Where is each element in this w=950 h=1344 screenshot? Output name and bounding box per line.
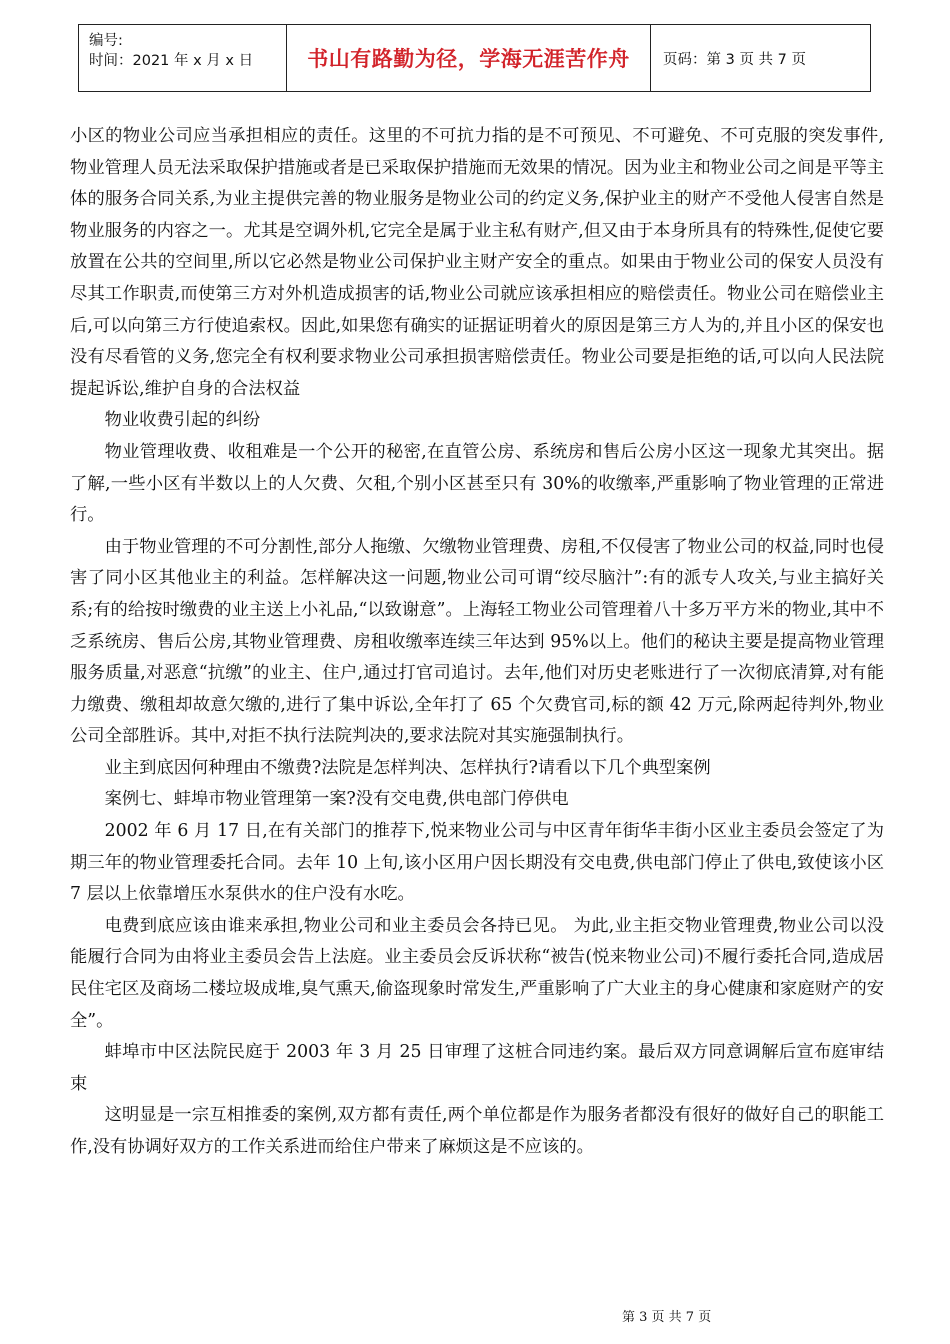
header-motto: 书山有路勤为径，学海无涯苦作舟 [287,25,651,91]
header-info-cell [79,25,287,91]
paragraph: 业主到底因何种理由不缴费?法院是怎样判决、怎样执行?请看以下几个典型案例 [104,757,711,778]
case-heading: 案例七、蚌埠市物业管理第一案?没有交电费,供电部门停供电 [104,789,569,810]
paragraph: 物业管理收费、收租难是一个公开的秘密,在直管公房、系统房和售后公房小区这一现象尤其突出。据了解,一些小区有半数以上的人欠费、欠租,个别小区甚至只有 30%的收缴率,严重影响了物业管理的正常进行。 [70,441,884,526]
paragraph: 由于物业管理的不可分割性,部分人拖缴、欠缴物业管理费、房租,不仅侵害了物业公司的权益,同时也侵害了同小区其他业主的利益。怎样解决这一问题,物业公司可谓“绞尽脑汁”:有的派专人攻关,与业主搞好关系;有的给按时缴费的业主送上小礼品,“以致谢意”。上海轻工物业公司管理着八十多万平方米的物业,其中不乏系统房、售后公房,其物业管理费、房租收缴率连续三年达到 95%以上。他们的秘诀主要是提高物业管理服务质量,对恶意“抗缴”的业主、住户,通过打官司追讨。去年,他们对历史老账进行了一次彻底清算,对有能力缴费、缴租却故意欠缴的,进行了集中诉讼,全年打了 65 个欠费官司,标的额 42 万元,除两起待判外,物业公司全部胜诉。其中,对拒不执行法院判决的,要求法院对其实施强制执行。 [70,536,884,747]
document-number-label: 编号: [89,33,123,49]
page-header-table [78,24,871,92]
document-body [70,121,884,1164]
header-page-code: 页码：第 3 页 共 7 页 [663,51,806,68]
paragraph: 蚌埠市中区法院民庭于 2003 年 3 月 25 日审理了这桩合同违约案。最后双方同意调解后宣布庭审结束 [70,1042,884,1094]
document-date: 时间：2021 年 x 月 x 日 [89,53,254,69]
paragraph: 电费到底应该由谁来承担,物业公司和业主委员会各持已见。 为此,业主拒交物业管理费,物业公司以没能履行合同为由将业主委员会告上法庭。业主委员会反诉状称“被告(悦来物业公司)不履行委托合同,造成居民住宅区及商场二楼垃圾成堆,臭气熏天,偷盗现象时常发生,严重影响了广大业主的身心健康和家庭财产的安全”。 [70,915,884,1031]
paragraph: 这明显是一宗互相推委的案例,双方都有责任,两个单位都是作为服务者都没有很好的做好自己的职能工作,没有协调好双方的工作关系进而给住户带来了麻烦这是不应该的。 [70,1105,884,1157]
page-footer: 第 3 页 共 7 页 [622,1310,712,1325]
section-heading: 物业收费引起的纠纷 [104,410,261,431]
paragraph: 小区的物业公司应当承担相应的责任。这里的不可抗力指的是不可预见、不可避免、不可克服的突发事件,物业管理人员无法采取保护措施或者是已采取保护措施而无效果的情况。因为业主和物业公司之间是平等主体的服务合同关系,为业主提供完善的物业服务是物业公司的约定义务,保护业主的财产不受他人侵害自然是物业服务的内容之一。尤其是空调外机,它完全是属于业主私有财产,但又由于本身所具有的特殊性,促使它要放置在公共的空间里,所以它必然是物业公司保护业主财产安全的重点。如果由于物业公司的保安人员没有尽其工作职责,而使第三方对外机造成损害的话,物业公司就应该承担相应的赔偿责任。物业公司在赔偿业主后,可以向第三方行使追索权。因此,如果您有确实的证据证明着火的原因是第三方人为的,并且小区的保安也没有尽看管的义务,您完全有权利要求物业公司承担损害赔偿责任。物业公司要是拒绝的话,可以向人民法院提起诉讼,维护自身的合法权益 [70,126,884,399]
paragraph: 2002 年 6 月 17 日,在有关部门的推荐下,悦来物业公司与中区青年街华丰街小区业主委员会签定了为期三年的物业管理委托合同。去年 10 上旬,该小区用户因长期没有交电费,供电部门停止了供电,致使该小区 7 层以上依靠增压水泵供水的住户没有水吃。 [70,821,884,905]
